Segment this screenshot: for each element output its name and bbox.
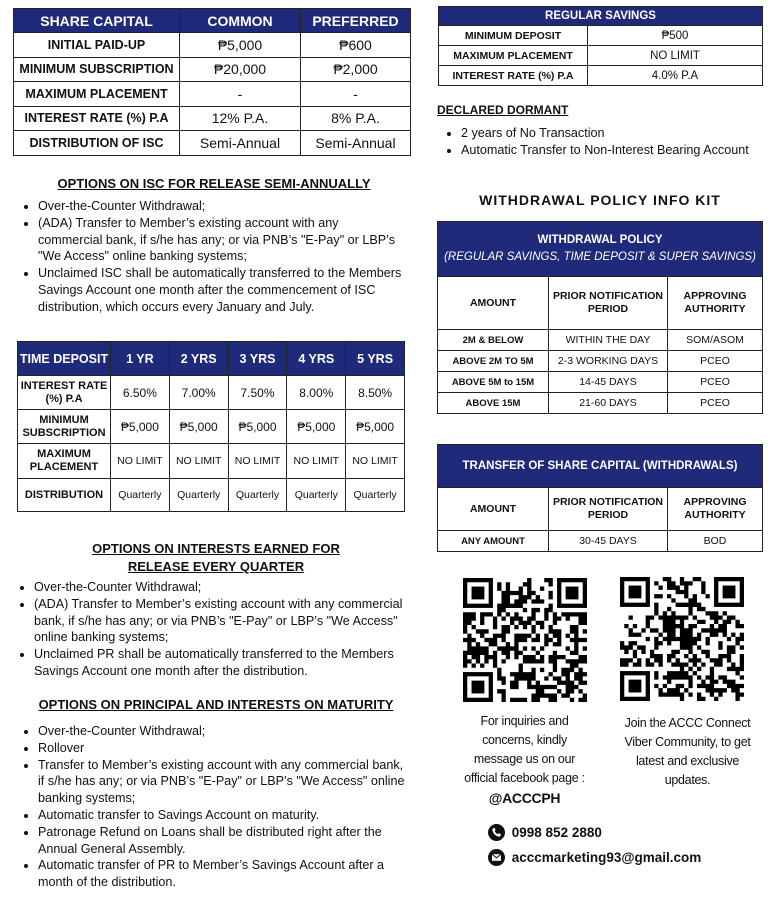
amount-cell: ANY AMOUNT bbox=[438, 531, 549, 552]
facebook-inquiry-text bbox=[447, 712, 602, 808]
email-contact[interactable] bbox=[488, 849, 701, 866]
table-row bbox=[14, 106, 411, 131]
period-cell: WITHIN THE DAY bbox=[549, 330, 668, 351]
amount-header: AMOUNT bbox=[438, 488, 549, 531]
cell-value: 7.00% bbox=[169, 376, 228, 410]
withdrawal-policy-header bbox=[438, 222, 763, 277]
table-row bbox=[438, 393, 763, 414]
cell-value: 12% P.A. bbox=[180, 106, 301, 131]
authority-cell: BOD bbox=[668, 531, 763, 552]
table-row bbox=[18, 479, 405, 512]
share-transfer-title: TRANSFER OF SHARE CAPITAL (WITHDRAWALS) bbox=[438, 445, 763, 488]
cell-value: ₱5,000 bbox=[346, 410, 405, 444]
share-transfer-table bbox=[437, 444, 763, 552]
list-item: • Patronage Refund on Loans shall be distributed right after the Annual General Assembly. bbox=[38, 824, 410, 858]
list-item: • (ADA) Transfer to Member’s existing account with any commercial bank, if s/he has any; or via PNB’s "E-Pay" or LBP’s "We Access" online banking systems; bbox=[38, 215, 406, 265]
list-item: • (ADA) Transfer to Member’s existing account with any commercial bank, if s/he has any; or via PNB’s "E-Pay" or LBP’s "We Access" online banking systems; bbox=[34, 596, 410, 646]
viber-text-line: latest and exclusive bbox=[635, 754, 740, 768]
authority-cell: PCEO bbox=[668, 393, 763, 414]
row-label: MINIMUM DEPOSIT bbox=[439, 26, 588, 46]
interest-options-title-line2: RELEASE EVERY QUARTER bbox=[127, 559, 305, 574]
time-deposit-header-row bbox=[18, 342, 405, 376]
time-deposit-header: TIME DEPOSIT bbox=[18, 342, 111, 376]
regular-savings-table bbox=[438, 6, 763, 86]
period-cell: 2-3 WORKING DAYS bbox=[549, 351, 668, 372]
list-item: • Automatic Transfer to Non-Interest Bearing Account bbox=[461, 142, 757, 159]
list-item: • Unclaimed PR shall be automatically transferred to the Members Savings Account one month after the distribution. bbox=[34, 646, 410, 680]
facebook-handle[interactable]: @ACCCPH bbox=[488, 790, 561, 806]
list-item: • Transfer to Member’s existing account with any commercial bank, if s/he has any; or via PNB’s "E-Pay" or LBP’s "We Access" online banking systems; bbox=[38, 757, 410, 807]
row-label: INTEREST RATE (%) P.A bbox=[439, 66, 588, 86]
cell-value: 8.00% bbox=[287, 376, 346, 410]
cell-value: ₱5,000 bbox=[169, 410, 228, 444]
viber-qr-code[interactable] bbox=[620, 577, 744, 701]
table-row bbox=[439, 46, 763, 66]
interest-options-list bbox=[10, 579, 410, 680]
term-header: 1 YR bbox=[111, 342, 170, 376]
phone-number: 0998 852 2880 bbox=[511, 825, 602, 840]
qr-finder-pattern bbox=[620, 577, 650, 607]
row-label: MINIMUM SUBSCRIPTION bbox=[18, 410, 111, 444]
share-transfer-column-row bbox=[438, 488, 763, 531]
term-header: 4 YRS bbox=[287, 342, 346, 376]
cell-value: ₱5,000 bbox=[180, 33, 301, 58]
cell-value: 4.0% P.A bbox=[588, 66, 763, 86]
cell-value: NO LIMIT bbox=[346, 444, 405, 479]
table-row bbox=[439, 66, 763, 86]
share-capital-header-row bbox=[14, 9, 411, 33]
viber-text-line: Join the ACCC Connect bbox=[624, 716, 751, 730]
cell-value: - bbox=[301, 82, 411, 107]
period-cell: 14-45 DAYS bbox=[549, 372, 668, 393]
share-capital-header: SHARE CAPITAL bbox=[14, 9, 180, 33]
mail-icon bbox=[488, 849, 505, 866]
cell-value: 8.50% bbox=[346, 376, 405, 410]
isc-options-title: OPTIONS ON ISC FOR RELEASE SEMI-ANNUALLY bbox=[57, 176, 371, 191]
cell-value: ₱20,000 bbox=[180, 57, 301, 82]
regular-savings-title: REGULAR SAVINGS bbox=[439, 7, 763, 26]
kit-title: WITHDRAWAL POLICY INFO KIT bbox=[479, 192, 721, 208]
row-label: INITIAL PAID-UP bbox=[14, 33, 180, 58]
facebook-text-line: message us on our bbox=[473, 752, 576, 766]
cell-value: NO LIMIT bbox=[111, 444, 170, 479]
withdrawal-policy-table bbox=[437, 221, 763, 414]
cell-value: NO LIMIT bbox=[287, 444, 346, 479]
table-row bbox=[18, 444, 405, 479]
table-row bbox=[438, 372, 763, 393]
qr-finder-pattern bbox=[557, 578, 587, 608]
dormant-title: DECLARED DORMANT bbox=[437, 103, 569, 117]
cell-value: 8% P.A. bbox=[301, 106, 411, 131]
cell-value: ₱5,000 bbox=[287, 410, 346, 444]
qr-finder-pattern bbox=[463, 672, 493, 702]
maturity-options-list bbox=[14, 723, 410, 891]
row-label: DISTRIBUTION OF ISC bbox=[14, 131, 180, 156]
facebook-text-line: For inquiries and bbox=[480, 714, 569, 728]
phone-contact[interactable] bbox=[488, 824, 602, 841]
cell-value: Quarterly bbox=[287, 479, 346, 512]
viber-text-line: Viber Community, to get bbox=[624, 735, 751, 749]
amount-cell: ABOVE 2M TO 5M bbox=[438, 351, 549, 372]
table-row bbox=[18, 376, 405, 410]
interest-options-title-line1: OPTIONS ON INTERESTS EARNED FOR bbox=[92, 541, 340, 556]
cell-value: Quarterly bbox=[111, 479, 170, 512]
row-label: INTEREST RATE (%) P.A bbox=[14, 106, 180, 131]
cell-value: NO LIMIT bbox=[228, 444, 287, 479]
withdrawal-policy-column-row bbox=[438, 277, 763, 330]
cell-value: ₱600 bbox=[301, 33, 411, 58]
withdrawal-policy-title: WITHDRAWAL POLICY bbox=[537, 234, 663, 246]
list-item: • Automatic transfer to Savings Account on maturity. bbox=[38, 807, 410, 824]
period-header: PRIOR NOTIFICATION PERIOD bbox=[549, 277, 668, 330]
cell-value: ₱500 bbox=[588, 26, 763, 46]
amount-cell: ABOVE 5M to 15M bbox=[438, 372, 549, 393]
table-row bbox=[14, 131, 411, 156]
qr-finder-pattern bbox=[620, 671, 650, 701]
cell-value: NO LIMIT bbox=[169, 444, 228, 479]
table-row bbox=[439, 26, 763, 46]
list-item: • Over-the-Counter Withdrawal; bbox=[38, 198, 406, 215]
cell-value: Quarterly bbox=[228, 479, 287, 512]
table-row bbox=[14, 33, 411, 58]
common-header: COMMON bbox=[180, 9, 301, 33]
table-row bbox=[438, 351, 763, 372]
maturity-options-title: OPTIONS ON PRINCIPAL AND INTERESTS ON MATURITY bbox=[38, 697, 394, 712]
viber-text-line: updates. bbox=[664, 773, 711, 787]
qr-finder-pattern bbox=[714, 577, 744, 607]
facebook-qr-code[interactable] bbox=[463, 578, 587, 702]
period-cell: 30-45 DAYS bbox=[549, 531, 668, 552]
authority-cell: PCEO bbox=[668, 372, 763, 393]
cell-value: Semi-Annual bbox=[180, 131, 301, 156]
authority-cell: PCEO bbox=[668, 351, 763, 372]
facebook-text-line: concerns, kindly bbox=[482, 733, 567, 747]
dormant-list bbox=[437, 125, 757, 159]
amount-cell: 2M & BELOW bbox=[438, 330, 549, 351]
authority-header: APPROVING AUTHORITY bbox=[668, 277, 763, 330]
amount-cell: ABOVE 15M bbox=[438, 393, 549, 414]
cell-value: 6.50% bbox=[111, 376, 170, 410]
cell-value: NO LIMIT bbox=[588, 46, 763, 66]
term-header: 2 YRS bbox=[169, 342, 228, 376]
regular-savings-header-row bbox=[439, 7, 763, 26]
amount-header: AMOUNT bbox=[438, 277, 549, 330]
table-row bbox=[438, 330, 763, 351]
term-header: 5 YRS bbox=[346, 342, 405, 376]
interest-options-title bbox=[14, 540, 418, 576]
cell-value: - bbox=[180, 82, 301, 107]
cell-value: Quarterly bbox=[169, 479, 228, 512]
row-label: MAXIMUM PLACEMENT bbox=[14, 82, 180, 107]
facebook-text-line: official facebook page : bbox=[464, 771, 585, 785]
viber-community-text bbox=[605, 714, 770, 790]
table-row bbox=[438, 531, 763, 552]
cell-value: Quarterly bbox=[346, 479, 405, 512]
cell-value: Semi-Annual bbox=[301, 131, 411, 156]
list-item: • Over-the-Counter Withdrawal; bbox=[38, 723, 410, 740]
isc-options-list bbox=[14, 198, 406, 316]
authority-cell: SOM/ASOM bbox=[668, 330, 763, 351]
withdrawal-policy-header-row bbox=[438, 222, 763, 277]
row-label: MAXIMUM PLACEMENT bbox=[18, 444, 111, 479]
withdrawal-policy-subtitle: (REGULAR SAVINGS, TIME DEPOSIT & SUPER SAVINGS) bbox=[444, 251, 756, 263]
row-label: INTEREST RATE (%) P.A bbox=[18, 376, 111, 410]
cell-value: 7.50% bbox=[228, 376, 287, 410]
cell-value: ₱5,000 bbox=[111, 410, 170, 444]
cell-value: ₱2,000 bbox=[301, 57, 411, 82]
list-item: • Rollover bbox=[38, 740, 410, 757]
share-capital-table bbox=[13, 8, 411, 156]
time-deposit-table bbox=[17, 341, 405, 512]
list-item: • Automatic transfer of PR to Member’s Savings Account after a month of the distribution. bbox=[38, 857, 410, 891]
cell-value: ₱5,000 bbox=[228, 410, 287, 444]
email-address: acccmarketing93@gmail.com bbox=[511, 850, 702, 865]
list-item: • Unclaimed ISC shall be automatically transferred to the Members Savings Account one month after the commencement of ISC distribution, which occurs every January and July. bbox=[38, 265, 406, 315]
period-cell: 21-60 DAYS bbox=[549, 393, 668, 414]
list-item: • 2 years of No Transaction bbox=[461, 125, 757, 142]
row-label: DISTRIBUTION bbox=[18, 479, 111, 512]
authority-header: APPROVING AUTHORITY bbox=[668, 488, 763, 531]
table-row bbox=[14, 82, 411, 107]
preferred-header: PREFERRED bbox=[301, 9, 411, 33]
table-row bbox=[18, 410, 405, 444]
phone-icon bbox=[488, 824, 505, 841]
period-header: PRIOR NOTIFICATION PERIOD bbox=[549, 488, 668, 531]
share-transfer-header-row bbox=[438, 445, 763, 488]
term-header: 3 YRS bbox=[228, 342, 287, 376]
row-label: MINIMUM SUBSCRIPTION bbox=[14, 57, 180, 82]
list-item: • Over-the-Counter Withdrawal; bbox=[34, 579, 410, 596]
table-row bbox=[14, 57, 411, 82]
row-label: MAXIMUM PLACEMENT bbox=[439, 46, 588, 66]
qr-finder-pattern bbox=[463, 578, 493, 608]
